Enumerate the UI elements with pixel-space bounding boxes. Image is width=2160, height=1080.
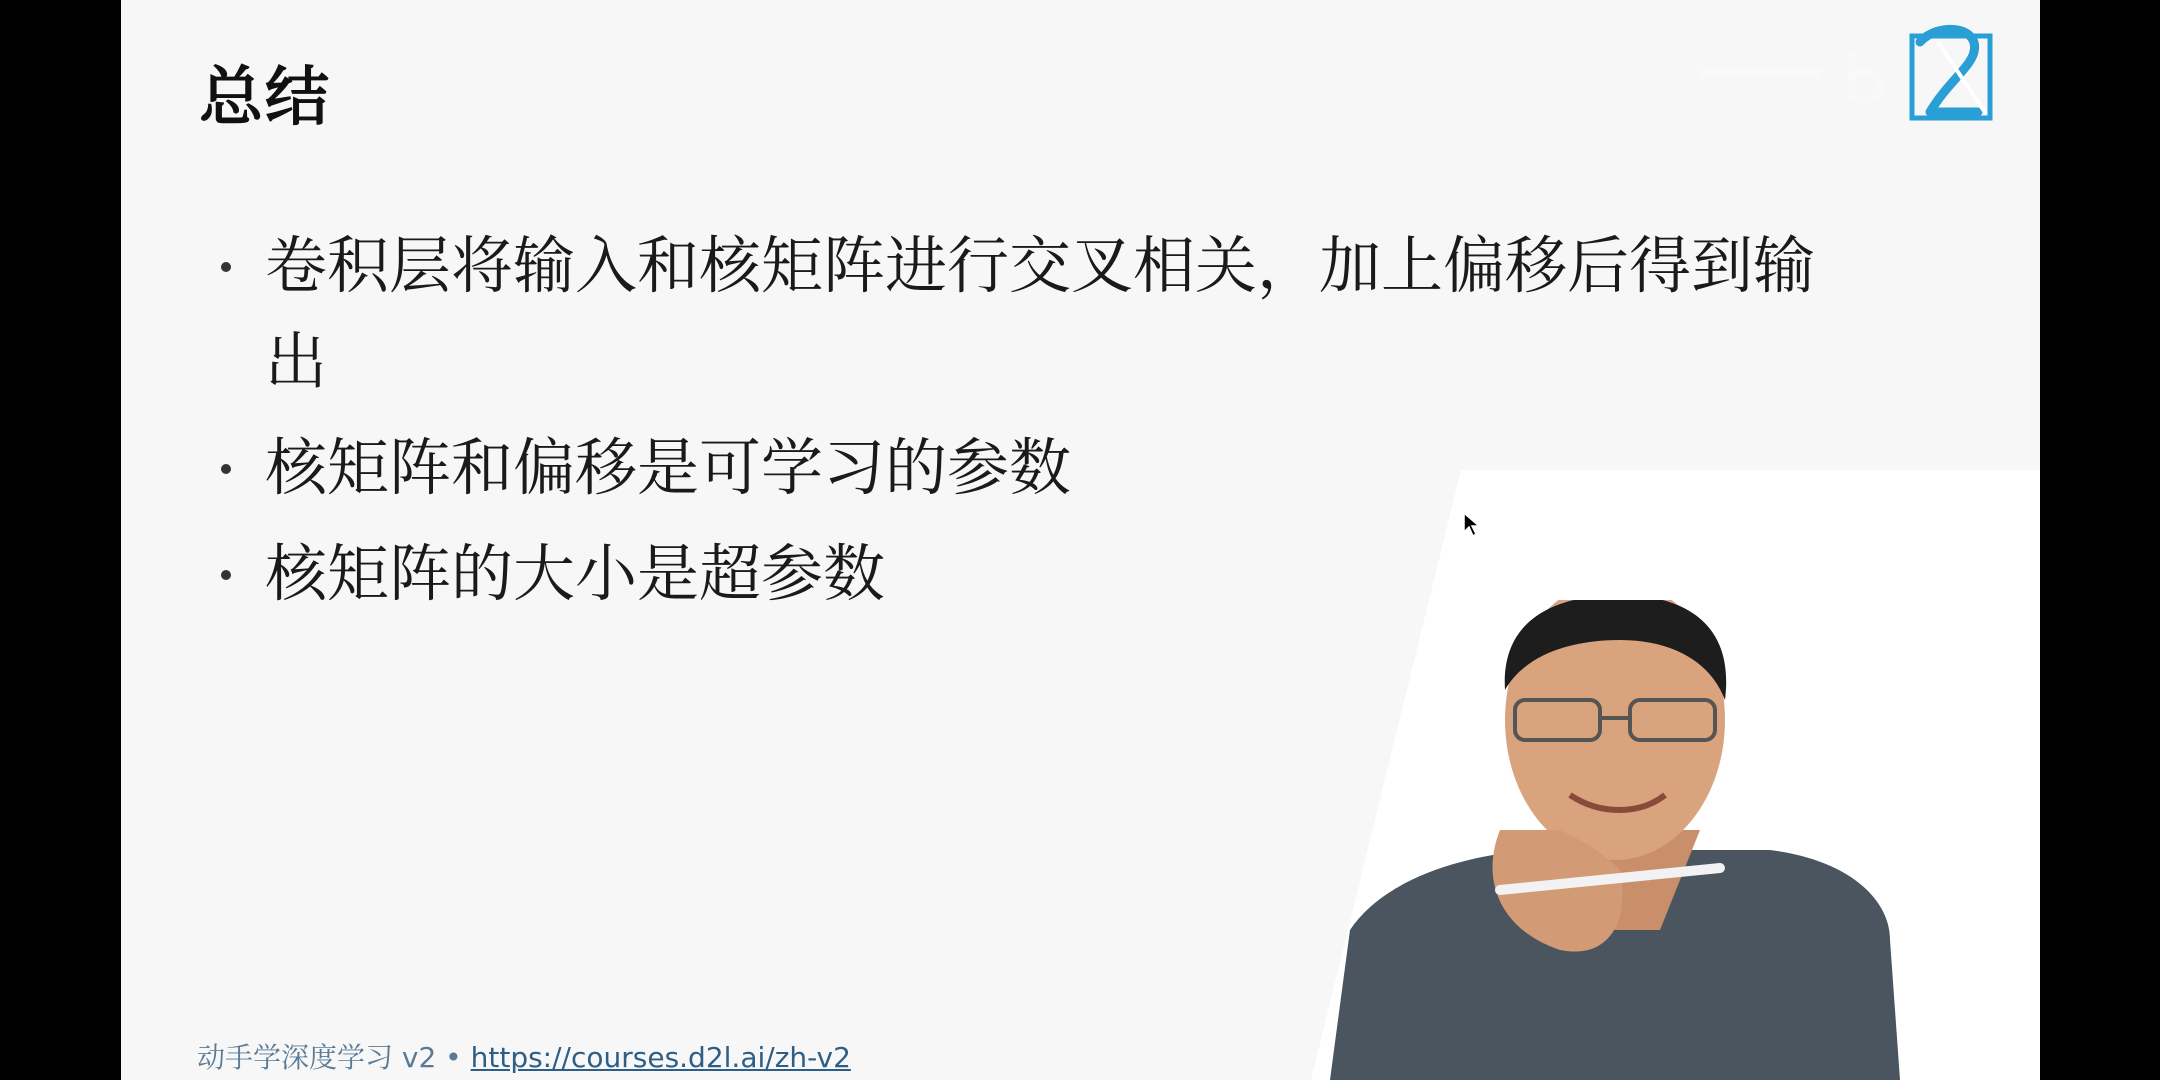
footer-course-name: 动手学深度学习 v2 •	[197, 1041, 471, 1074]
bullet-text: 核矩阵的大小是超参数	[265, 537, 886, 610]
bullet-item	[221, 218, 2025, 410]
mouse-cursor-icon	[1462, 512, 1482, 538]
watermark-icon	[1701, 40, 1901, 110]
bullet-dot	[221, 262, 231, 272]
lecture-slide	[121, 0, 2040, 1080]
d2l-logo-icon	[1908, 22, 1994, 122]
slide-title: 总结	[199, 61, 331, 135]
bullet-dot	[221, 464, 231, 474]
bullet-dot	[221, 570, 231, 580]
slide-footer	[197, 1036, 851, 1076]
bullet-text: 核矩阵和偏移是可学习的参数	[265, 431, 1072, 504]
footer-course-link[interactable]: https://courses.d2l.ai/zh-v2	[470, 1041, 851, 1074]
bullet-text: 卷积层将输入和核矩阵进行交叉相关，加上偏移后得到输出	[265, 229, 1816, 398]
presenter-image	[1330, 600, 2010, 1080]
